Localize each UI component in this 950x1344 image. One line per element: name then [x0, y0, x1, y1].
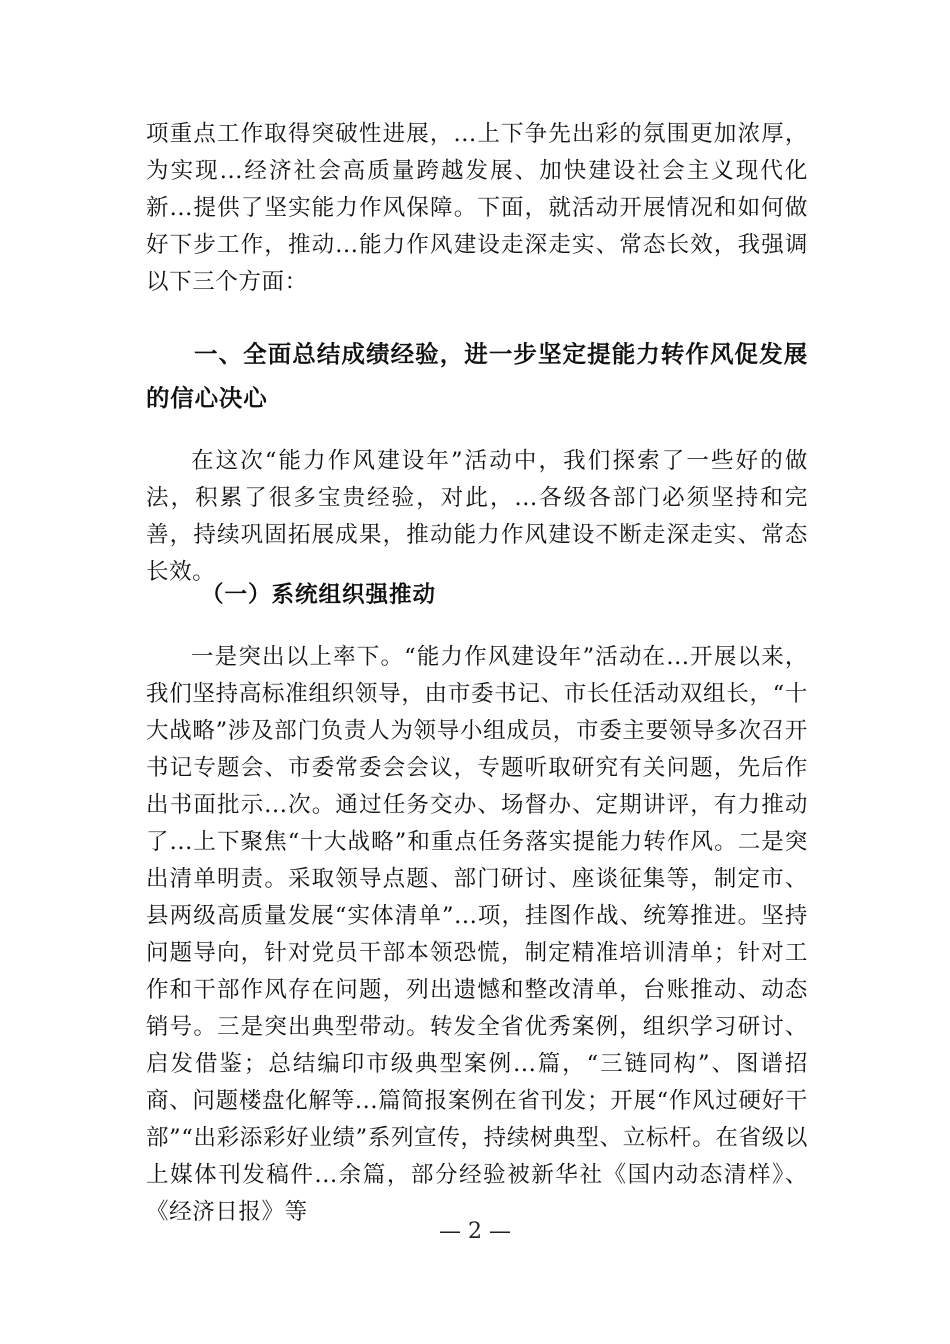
- subsection-paragraph: 一是突出以上率下。“能力作风建设年”活动在...开展以来，我们坚持高标准组织领导，由市委书记、市长任活动双组长，“十大战略”涉及部门负责人为领导小组成员，市委主要领导多次召开书记专题会、市委常委会会议，专题听取研究有关问题，先后作出书面批示...次。通过任务交办、场督办、定期讲评，有力推动了...上下聚焦“十大战略”和重点任务落实提能力转作风。二是突出清单明责。采取领导点题、部门研讨、座谈征集等，制定市、县两级高质量发展“实体清单”...项，挂图作战、统筹推进。坚持问题导向，针对党员干部本领恐慌，制定精准培训清单；针对工作和干部作风存在问题，列出遗憾和整改清单，台账推动、动态销号。三是突出典型带动。转发全省优秀案例，组织学习研讨、启发借鉴；总结编印市级典型案例...篇，“三链同构”、图谱招商、问题楼盘化解等...篇简报案例在省刊发；开展“作风过硬好干部”“出彩添彩好业绩”系列宣传，持续树典型、立标杆。在省级以上媒体刊发稿件...余篇，部分经验被新华社《国内动态清样》、《经济日报》等: [146, 644, 808, 1225]
- section-heading: 一、全面总结成绩经验，进一步坚定提能力转作风促发展的信心决心: [146, 340, 808, 412]
- intro-paragraph: 项重点工作取得突破性进展，...上下争先出彩的氛围更加浓厚，为实现...经济社会高质量跨越发展、加快建设社会主义现代化新...提供了坚实能力作风保障。下面，就活动开展情况和如何做好下步工作，推动...能力作风建设走深走实、常态长效，我强调以下三个方面：: [146, 121, 808, 295]
- section-paragraph: 在这次“能力作风建设年”活动中，我们探索了一些好的做法，积累了很多宝贵经验，对此，...各级各部门必须坚持和完善，持续巩固拓展成果，推动能力作风建设不断走深走实、常态长效。: [146, 448, 808, 585]
- subsection-heading: （一）系统组织强推动: [201, 582, 437, 608]
- page-number: — 2 —: [439, 1219, 511, 1244]
